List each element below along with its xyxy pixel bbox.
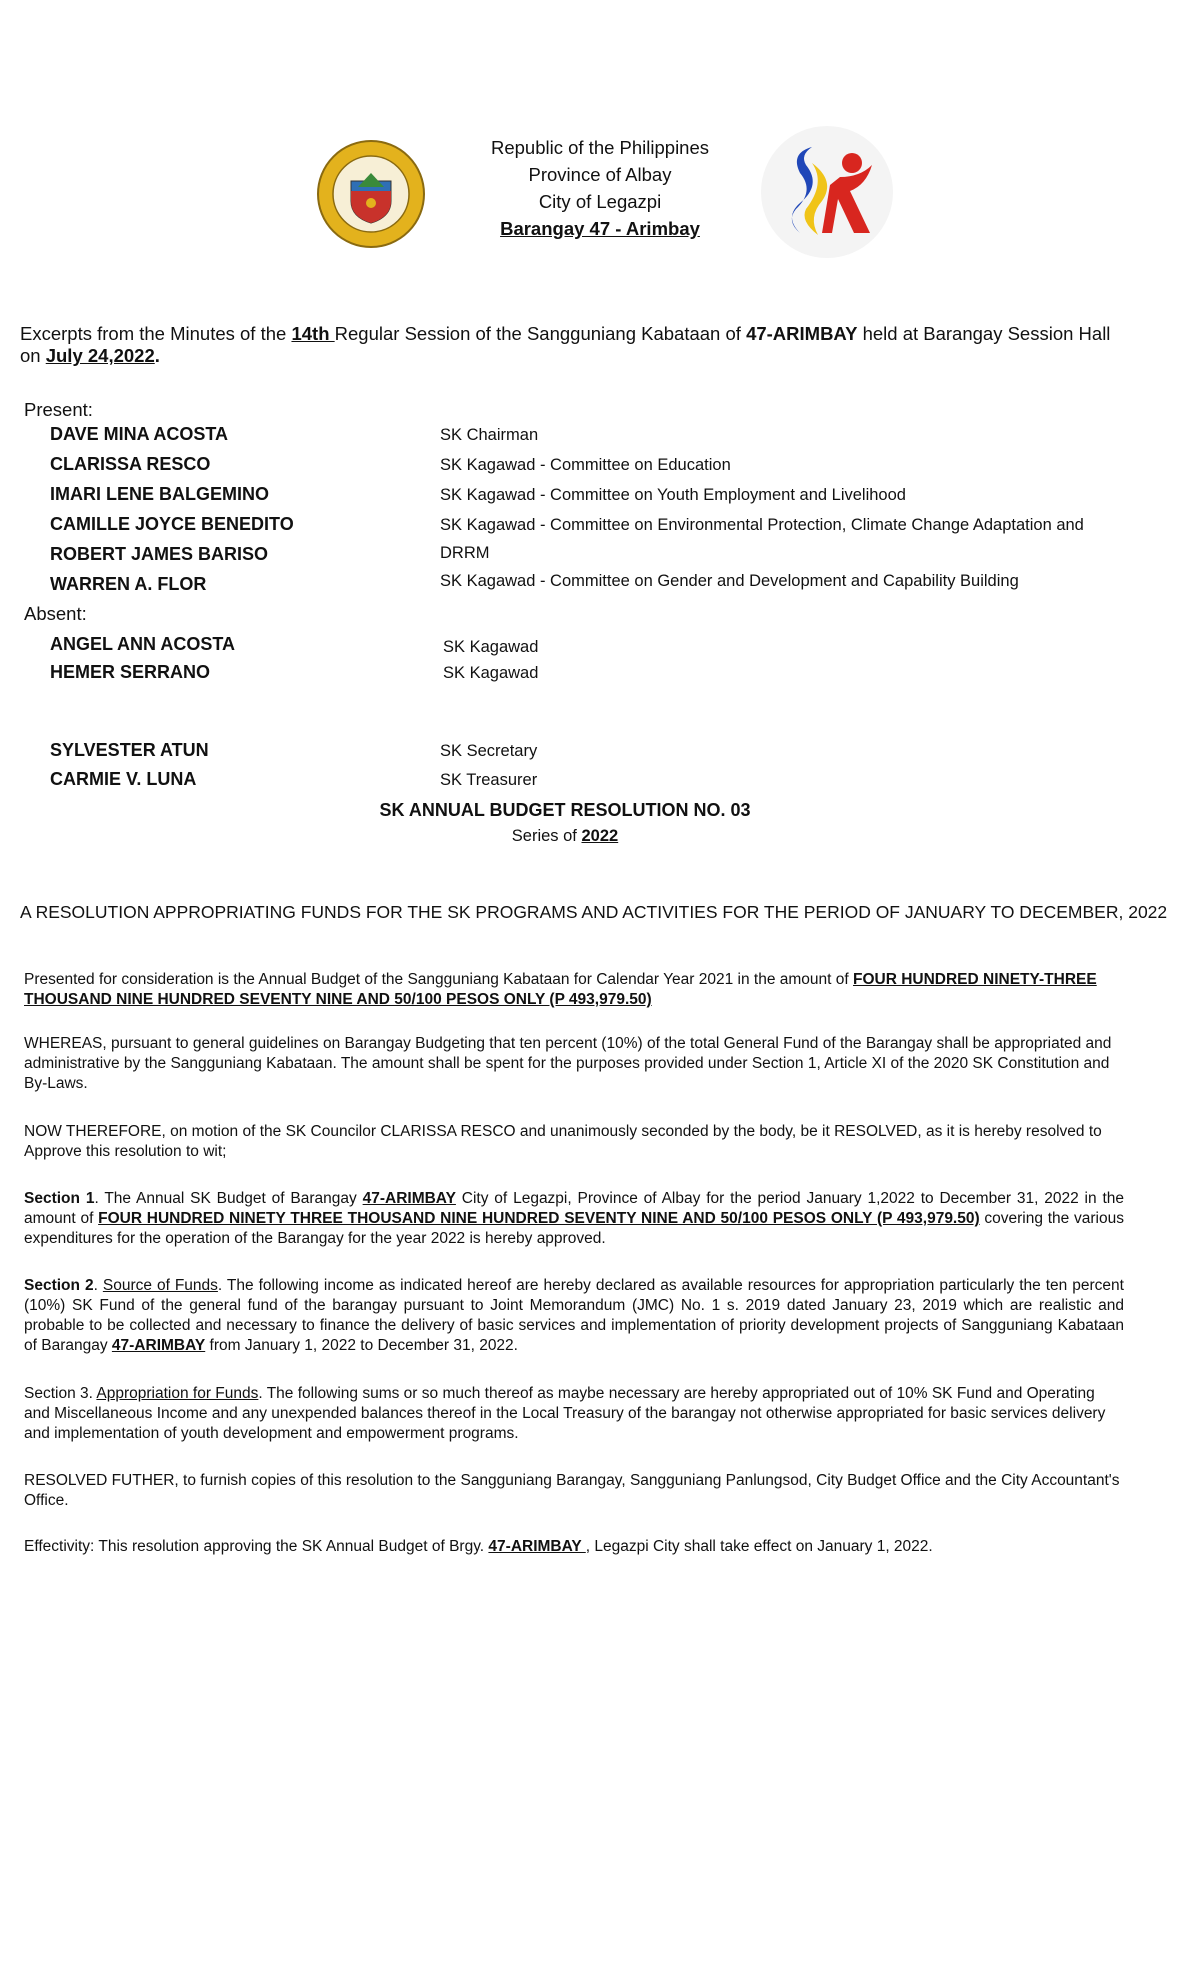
excerpt-text-3: held at Barangay Session Hall on [20,323,1111,366]
session-date: July 24,2022 [45,345,155,366]
section-3-paragraph [24,1384,1124,1444]
excerpt-text-4: . [154,345,160,366]
attendee-role: DRRM [440,544,490,562]
section-1-text-c: covering the various expenditures for the operation of the Barangay for the year 2022 is hereby approved. [24,1210,1124,1247]
whereas-paragraph: WHEREAS, pursuant to general guidelines on Barangay Budgeting that ten percent (10%) of the total General Fund of the Barangay shall be appropriated and administrative by the Sangguniang Kabataan. The amount shall be spent for the purposes provided under Section 1, Article XI of the 2020 SK Constitution and By-Laws. [24,1035,1112,1092]
session-number: 14th [291,323,335,344]
resolution-series [0,827,1130,846]
present-label: Present: [24,399,93,420]
section-1-text-b: City of Legazpi, Province of Albay for the period January 1,2022 to December 31, 2022 in the amount of [24,1190,1124,1227]
header-city: City of Legazpi [538,191,662,212]
officer-name: CARMIE V. LUNA [50,769,197,789]
absentee-role: SK Kagawad [443,664,539,682]
resolution-title: SK ANNUAL BUDGET RESOLUTION NO. 03 [379,800,751,820]
section-2-barangay: 47-ARIMBAY [111,1337,206,1354]
attendee-role: SK Kagawad - Committee on Youth Employment and Livelihood [440,486,906,504]
presented-text: Presented for consideration is the Annual Budget of the Sangguniang Kabataan for Calendar Year 2021 in the amount of [24,971,853,988]
attendee-role: SK Kagawad - Committee on Education [440,456,731,474]
effectivity-text-b: , Legazpi City shall take effect on January 1, 2022. [585,1538,933,1555]
attendee-name: IMARI LENE BALGEMINO [50,484,269,504]
section-2-source: Source of Funds [102,1277,218,1294]
absentee-role: SK Kagawad [443,638,539,656]
attendee-name: CAMILLE JOYCE BENEDITO [50,514,294,534]
section-2-dot: . [93,1277,103,1294]
absentee-name: ANGEL ANN ACOSTA [50,634,236,654]
attendee-role: SK Kagawad - Committee on Gender and Development and Capability Building [440,572,1019,590]
effectivity-paragraph [24,1537,1124,1557]
resolution-heading: A RESOLUTION APPROPRIATING FUNDS FOR THE SK PROGRAMS AND ACTIVITIES FOR THE PERIOD OF JANUARY TO DECEMBER, 2022 [20,902,1168,922]
attendee-name: ROBERT JAMES BARISO [50,544,269,564]
excerpt-paragraph [20,323,1130,367]
attendee-name: WARREN A. FLOR [50,574,207,594]
section-1-text-a: . The Annual SK Budget of Barangay [94,1190,363,1207]
header-republic: Republic of the Philippines [490,137,710,158]
officer-name: SYLVESTER ATUN [50,740,209,760]
section-2-text-b: from January 1, 2022 to December 31, 2022. [205,1337,518,1354]
section-1-paragraph [24,1189,1124,1249]
section-1-label: Section 1 [24,1190,95,1207]
header-barangay: Barangay 47 - Arimbay [500,218,700,239]
effectivity-text-a: Effectivity: This resolution approving the SK Annual Budget of Brgy. [24,1538,489,1555]
officer-role: SK Secretary [440,742,538,760]
series-year: 2022 [581,827,619,845]
section-3-text: . The following sums or so much thereof as maybe necessary are hereby appropriated out of 10% SK Fund and Operating and Miscellaneous Income and any unexpended balances thereof in the Local Treasury of the barangay not otherwise appropriated for basic services delivery and implementation of youth development and empowerment programs. [24,1385,1106,1442]
attendee-role: SK Kagawad - Committee on Environmental Protection, Climate Change Adaptation and [440,516,1084,534]
section-1-amount: FOUR HUNDRED NINETY THREE THOUSAND NINE HUNDRED SEVENTY NINE AND 50/100 PESOS ONLY (P 493,979.50) [98,1210,980,1227]
absent-label: Absent: [24,603,87,624]
section-3-label: Section 3. [24,1385,97,1402]
effectivity-barangay: 47-ARIMBAY [488,1538,586,1555]
attendee-name: DAVE MINA ACOSTA [50,424,228,444]
section-2-text-a: . The following income as indicated hereof are hereby declared as available resources for appropriation particularly the ten percent (10%) SK Fund of the general fund of the barangay pursuant to Joint Memorandum (JMC) No. 1 s. 2019 dated January 23, 2019 which are realistic and probable to be collected and necessary to finance the delivery of basic services and implementation of priority development projects of Sangguniang Kabataan of Barangay [24,1277,1124,1354]
sk-logo [760,125,895,260]
resolved-further-paragraph: RESOLVED FUTHER, to furnish copies of this resolution to the Sangguniang Barangay, Sangguniang Panlungsod, City Budget Office and the City Accountant's Office. [24,1472,1120,1509]
excerpt-barangay: 47-ARIMBAY [746,323,858,344]
presented-paragraph [24,970,1124,1010]
header-province: Province of Albay [528,164,672,185]
attendee-name: CLARISSA RESCO [50,454,211,474]
section-3-appropriation: Appropriation for Funds [96,1385,259,1402]
series-label: Series of [511,827,582,845]
document-header [0,134,1200,242]
attendee-role: SK Chairman [440,426,539,444]
section-2-paragraph [24,1276,1124,1356]
section-1-barangay: 47-ARIMBAY [362,1190,456,1207]
absentee-name: HEMER SERRANO [50,662,211,682]
officer-role: SK Treasurer [440,771,538,789]
excerpt-text-1: Excerpts from the Minutes of the [20,323,292,344]
now-therefore-paragraph: NOW THEREFORE, on motion of the SK Councilor CLARISSA RESCO and unanimously seconded by the body, be it RESOLVED, as it is hereby resolved to Approve this resolution to wit; [24,1123,1102,1160]
presented-amount: FOUR HUNDRED NINETY-THREE THOUSAND NINE HUNDRED SEVENTY NINE AND 50/100 PESOS ONLY (P 493,979.50) [24,971,1097,1008]
excerpt-text-2: Regular Session of the Sangguniang Kabataan of [334,323,747,344]
section-2-label: Section 2 [24,1277,94,1294]
